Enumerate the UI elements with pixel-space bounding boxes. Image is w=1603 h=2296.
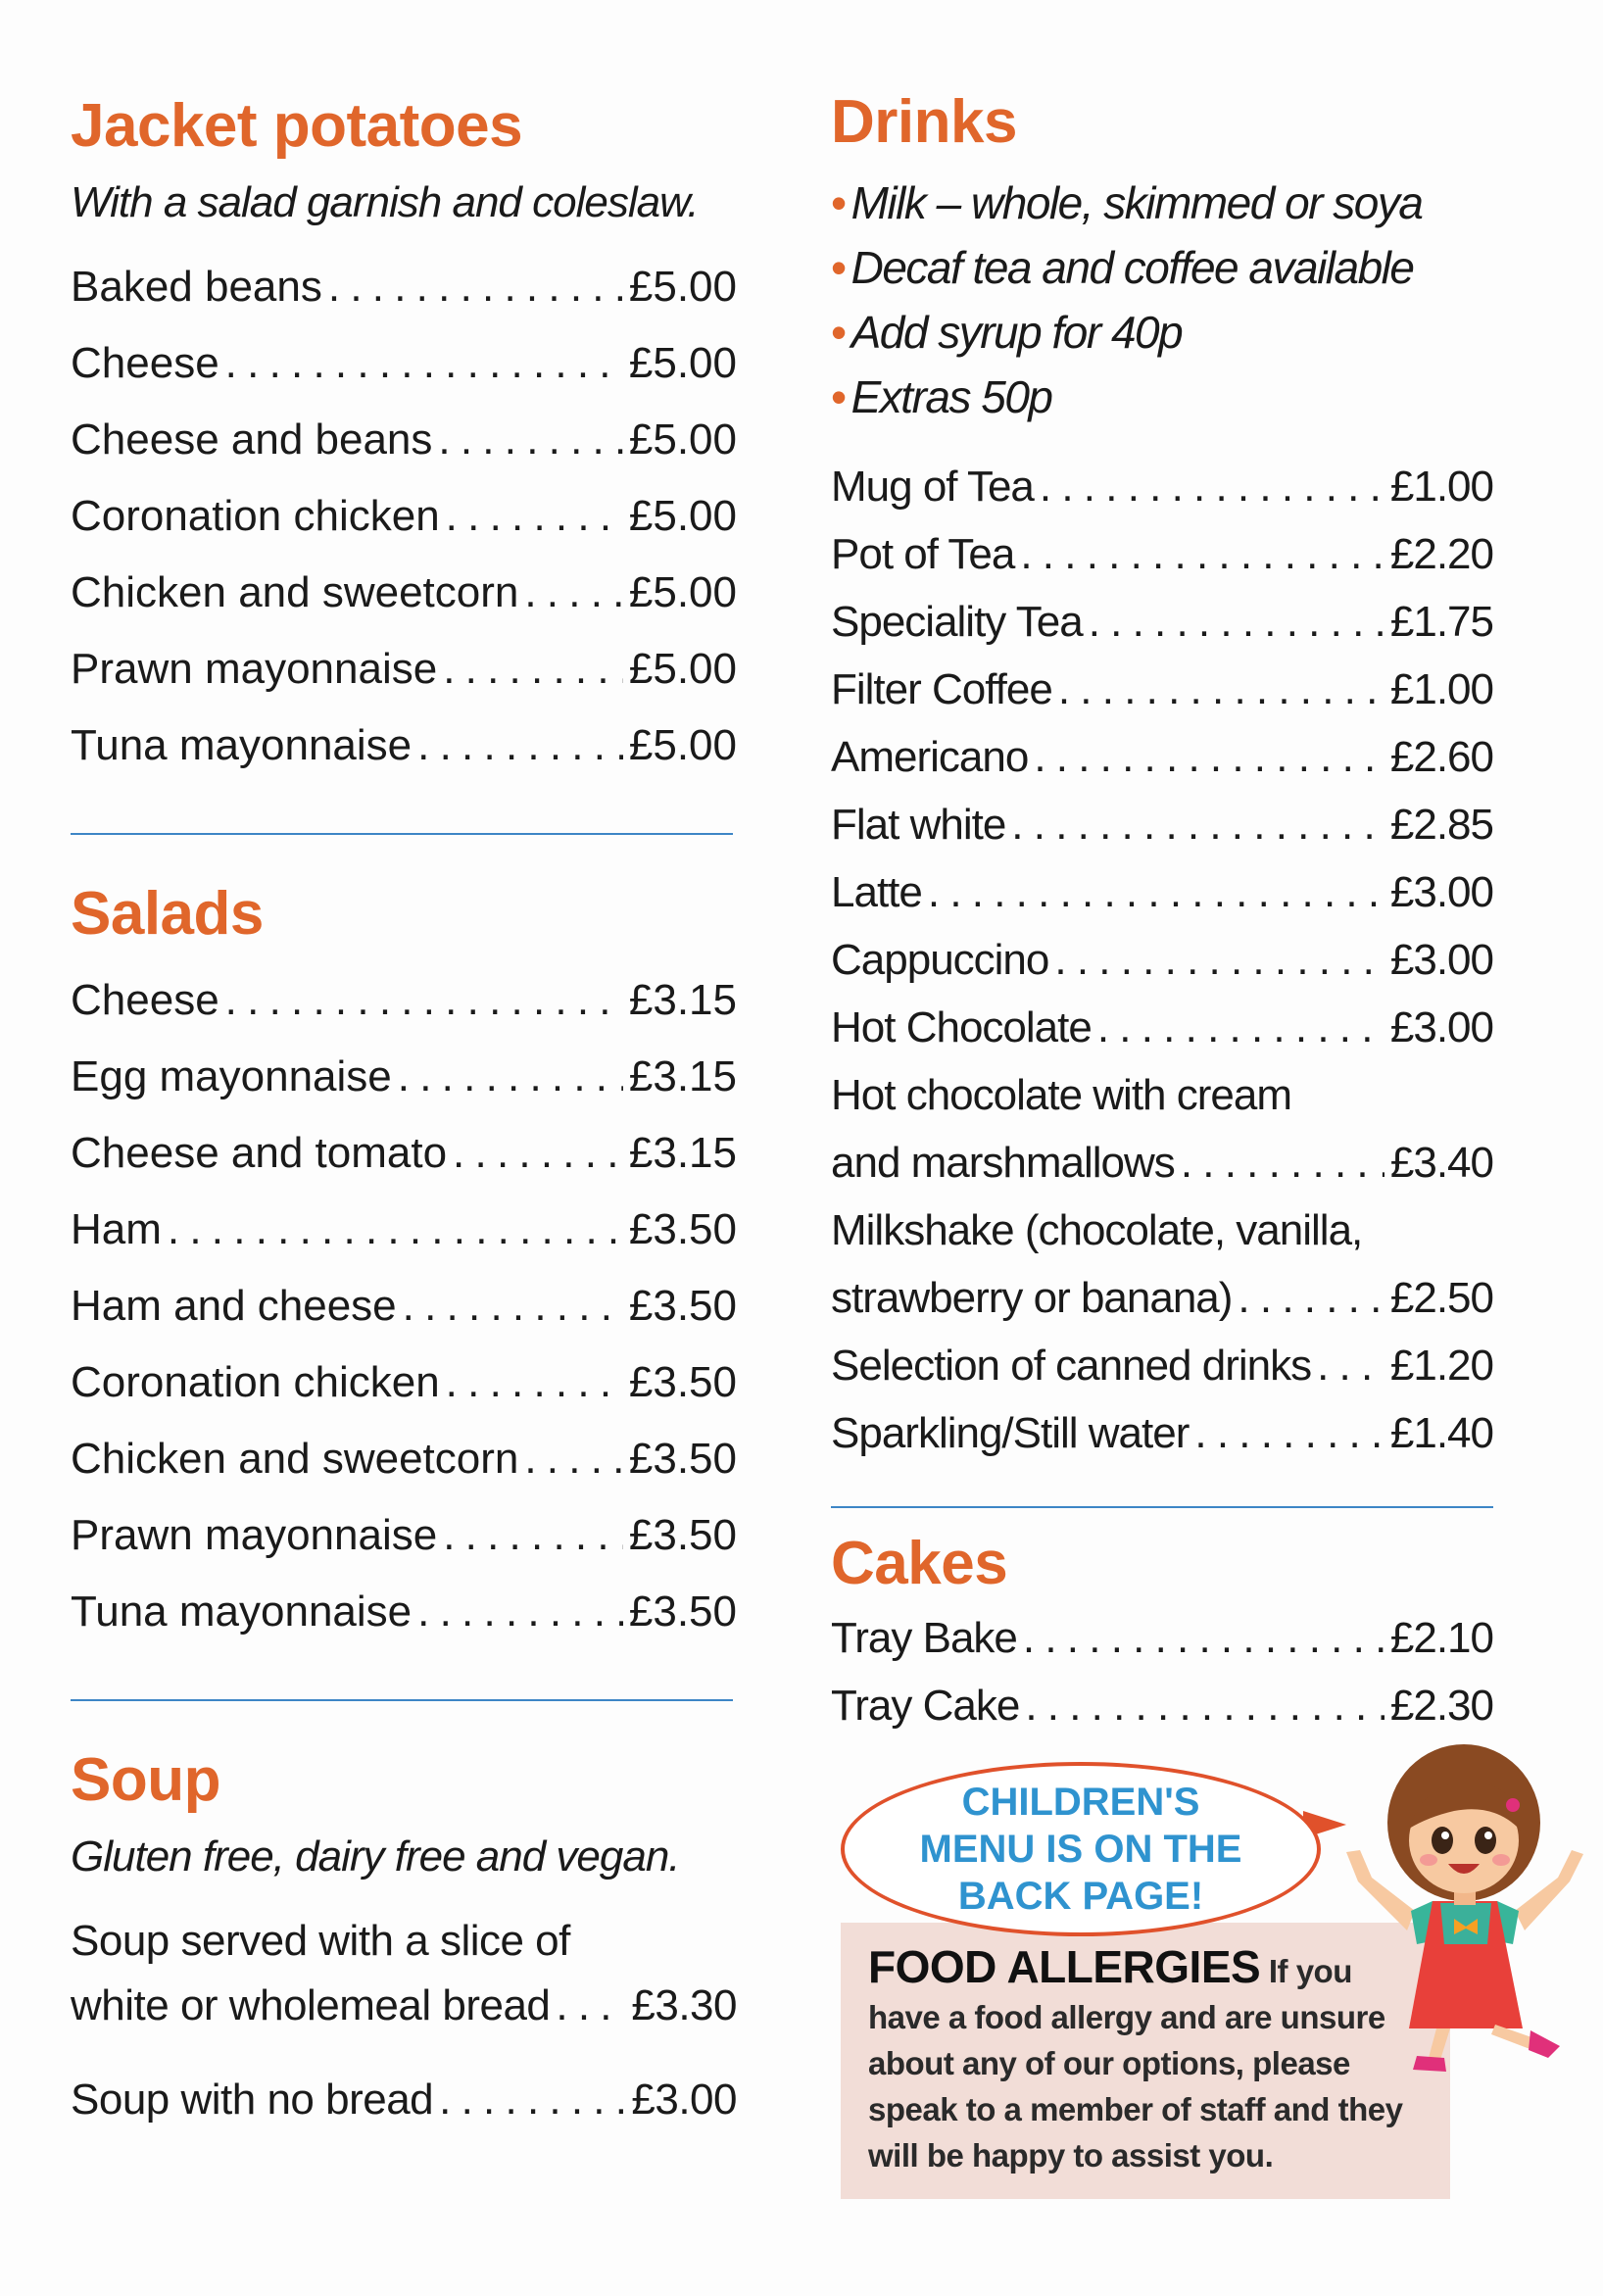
bullet-icon: • [831,177,846,228]
item-name: Tray Bake [831,1614,1017,1662]
item-name: Tuna mayonnaise [71,1588,413,1636]
leader-dots [417,708,623,784]
item-price: £3.15 [628,976,737,1024]
drinks-notes [831,171,1493,429]
section-divider [831,1506,1493,1508]
menu-item [71,2062,737,2138]
item-name: Speciality Tea [831,598,1083,646]
menu-item [831,1332,1493,1399]
item-name: Flat white [831,801,1006,849]
leader-dots [1317,1332,1384,1399]
note-text: Milk – whole, skimmed or soya [850,177,1423,228]
item-name: Soup with no bread [71,2076,434,2124]
left-column [71,90,737,2138]
soup-subtitle: Gluten free, dairy free and vegan. [71,1832,680,1881]
allergy-text: If you have a food allergy and are unsure about any of our options, please speak to a member of staff and they will be happy to assist you. [868,1953,1403,2174]
item-name: Sparkling/Still water [831,1409,1190,1457]
leader-dots [928,858,1384,926]
leader-dots [398,1039,623,1115]
item-price: £5.00 [628,721,737,769]
note-text: Decaf tea and coffee available [850,242,1414,293]
item-price: £3.30 [631,1981,737,2029]
leader-dots [1181,1129,1384,1197]
item-price: £5.00 [628,492,737,540]
leader-dots [417,1574,623,1650]
item-name: Hot Chocolate [831,1003,1092,1051]
item-name: strawberry or banana) [831,1274,1233,1322]
leader-dots [524,555,623,631]
leader-dots [1058,656,1384,723]
menu-item [71,555,737,631]
item-name: Baked beans [71,263,322,311]
item-name: Cheese [71,976,219,1024]
item-name: Prawn mayonnaise [71,645,438,693]
menu-item [71,325,737,402]
menu-item [71,1344,737,1421]
item-price: £2.20 [1389,530,1493,578]
item-price: £5.00 [628,645,737,693]
menu-item [71,1192,737,1268]
item-name: Ham and cheese [71,1282,397,1330]
menu-item [71,1268,737,1344]
leader-dots [403,1268,623,1344]
item-name: Cappuccino [831,936,1049,984]
item-price: £2.60 [1389,733,1493,781]
menu-item [71,1039,737,1115]
item-name-line2-row [71,1974,737,2038]
leader-dots [446,1344,623,1421]
leader-dots [1020,520,1384,588]
right-column [831,86,1493,1739]
item-price: £3.50 [628,1511,737,1559]
menu-item [71,962,737,1039]
item-name: Selection of canned drinks [831,1342,1312,1390]
item-price: £3.50 [628,1282,737,1330]
item-price: £1.00 [1389,665,1493,713]
drinks-list [831,453,1493,1467]
bullet-icon: • [831,371,846,422]
item-name: Americano [831,733,1029,781]
leader-dots [438,402,622,478]
cakes-heading: Cakes [831,1530,1008,1597]
leader-dots [1238,1264,1384,1332]
item-name: Cheese and beans [71,415,433,464]
item-name-line1: Soup served with a slice of [71,1917,570,1965]
girl-illustration-icon [1338,1734,1595,2087]
item-price: £3.15 [628,1052,737,1100]
item-name: white or wholemeal bread [71,1981,551,2029]
item-name: Tray Cake [831,1682,1020,1730]
item-name: Pot of Tea [831,530,1015,578]
leader-dots [1040,453,1384,520]
menu-item [71,402,737,478]
menu-item [71,1909,737,2038]
menu-item [831,656,1493,723]
menu-item [831,994,1493,1061]
menu-item [831,858,1493,926]
leader-dots [443,1497,623,1574]
item-price: £2.50 [1389,1274,1493,1322]
bubble-line: MENU IS ON THE [919,1828,1242,1871]
item-price: £3.15 [628,1129,737,1177]
menu-item [831,1672,1493,1739]
salads-heading: Salads [71,880,264,948]
leader-dots [1025,1672,1384,1739]
menu-item [831,926,1493,994]
menu-item [71,708,737,784]
leader-dots [225,962,623,1039]
item-price: £5.00 [628,415,737,464]
item-price: £2.85 [1389,801,1493,849]
item-name: Mug of Tea [831,463,1034,511]
leader-dots [439,2062,625,2138]
menu-item [71,1574,737,1650]
item-price: £3.50 [628,1435,737,1483]
menu-item [71,249,737,325]
menu-item [71,1115,737,1192]
item-name: Ham [71,1205,162,1253]
item-name: Chicken and sweetcorn [71,1435,519,1483]
item-price: £3.00 [1389,1003,1493,1051]
menu-item [831,1604,1493,1672]
menu-item [71,478,737,555]
childrens-menu-bubble [841,1762,1321,1936]
item-name: Coronation chicken [71,1358,440,1406]
item-name: Coronation chicken [71,492,440,540]
item-price: £5.00 [628,339,737,387]
item-price: £3.50 [628,1358,737,1406]
jacket-heading: Jacket potatoes [71,92,523,160]
leader-dots [446,478,623,555]
leader-dots [556,1974,625,2038]
drinks-note [831,171,1493,235]
item-price: £5.00 [628,263,737,311]
leader-dots [1023,1604,1384,1672]
leader-dots [328,249,623,325]
item-name: Latte [831,868,922,916]
leader-dots [453,1115,623,1192]
item-price: £2.30 [1389,1682,1493,1730]
menu-item [831,1129,1493,1197]
leader-dots [1034,723,1384,791]
drinks-note [831,365,1493,429]
allergy-title: FOOD ALLERGIES [868,1941,1261,1992]
note-text: Add syrup for 40p [850,307,1183,358]
leader-dots [1194,1399,1384,1467]
menu-item [831,723,1493,791]
bullet-icon: • [831,307,846,358]
menu-item [71,1421,737,1497]
menu-item [831,588,1493,656]
bubble-line: CHILDREN'S [961,1781,1200,1824]
item-name: Filter Coffee [831,665,1052,713]
item-price: £2.10 [1389,1614,1493,1662]
jacket-list [71,249,737,784]
menu-item [831,791,1493,858]
item-name: Chicken and sweetcorn [71,568,519,616]
bubble-line: BACK PAGE! [957,1875,1204,1918]
item-price: £1.00 [1389,463,1493,511]
section-divider [71,1699,733,1701]
item-name: Tuna mayonnaise [71,721,413,769]
item-price: £1.20 [1389,1342,1493,1390]
item-name: Cheese [71,339,219,387]
item-name: Prawn mayonnaise [71,1511,438,1559]
bullet-icon: • [831,242,846,293]
menu-item [71,631,737,708]
item-price: £5.00 [628,568,737,616]
item-name: Egg mayonnaise [71,1052,392,1100]
item-name: Cheese and tomato [71,1129,448,1177]
menu-item [71,1497,737,1574]
drinks-note [831,235,1493,300]
leader-dots [1054,926,1384,994]
section-divider [71,833,733,835]
menu-item [831,453,1493,520]
item-price: £3.00 [1389,936,1493,984]
note-text: Extras 50p [850,371,1052,422]
cakes-list [831,1604,1493,1739]
menu-item [831,1399,1493,1467]
milkshake-line1: Milkshake (chocolate, vanilla, [831,1206,1363,1254]
menu-item [831,1264,1493,1332]
item-price: £3.40 [1389,1139,1493,1187]
leader-dots [168,1192,623,1268]
drinks-note [831,300,1493,365]
item-name: and marshmallows [831,1139,1175,1187]
item-price: £3.50 [628,1588,737,1636]
leader-dots [1089,588,1384,656]
item-price: £3.00 [1389,868,1493,916]
menu-item [831,520,1493,588]
leader-dots [524,1421,623,1497]
item-price: £1.40 [1389,1409,1493,1457]
salads-list [71,962,737,1650]
item-price: £3.50 [628,1205,737,1253]
jacket-subtitle: With a salad garnish and coleslaw. [71,178,699,226]
hot-chocolate-deluxe-line1: Hot chocolate with cream [831,1071,1291,1119]
leader-dots [443,631,623,708]
item-price: £3.00 [631,2076,737,2124]
soup-heading: Soup [71,1746,220,1814]
leader-dots [1011,791,1384,858]
drinks-heading: Drinks [831,88,1017,156]
item-price: £1.75 [1389,598,1493,646]
leader-dots [1097,994,1384,1061]
leader-dots [225,325,623,402]
